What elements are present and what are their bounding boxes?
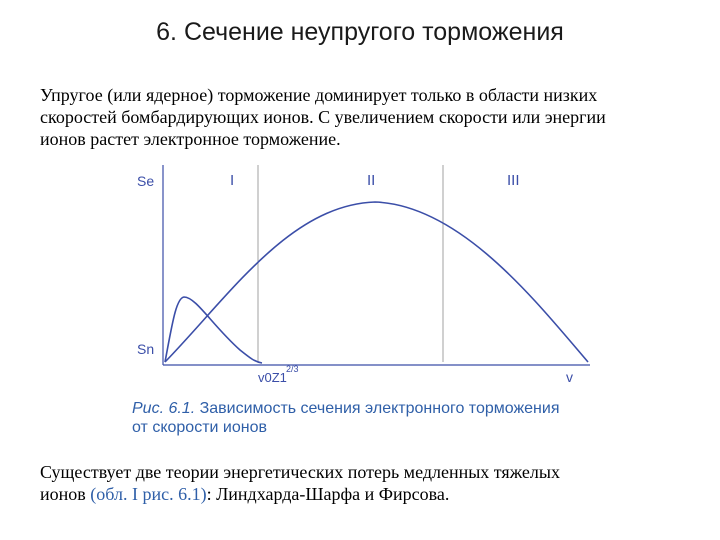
caption-text: Зависимость сечения электронного торможения [199,400,560,417]
region-label-3: III [507,172,520,189]
y-label-sn: Sn [137,341,155,357]
intro-line: Упругое (или ядерное) торможение доминирует только в области низких [40,85,598,105]
x-label-marker: v0Z1 [258,370,287,385]
intro-line: ионов растет электронное торможение. [40,129,341,149]
x-label-marker-exponent: 2/3 [286,364,299,374]
conclusion-paragraph [40,461,690,505]
conclusion-text: ионов [40,484,91,504]
conclusion-line [40,483,690,505]
conclusion-line: Существует две теории энергетических потерь медленных тяжелых [40,462,560,482]
caption-line-1 [132,399,652,418]
caption-line-2: от скорости ионов [132,419,267,436]
intro-line: скоростей бомбардирующих ионов. С увеличением скорости или энергии [40,107,606,127]
y-label-se: Se [137,173,155,189]
region-label-2: II [367,172,376,189]
caption-number: Рис. 6.1. [132,400,196,417]
x-label-end: v [566,369,573,385]
figure-caption [132,399,652,437]
conclusion-text: : Линдхарда-Шарфа и Фирсова. [206,484,450,504]
region-label-1: I [230,172,235,189]
figure-reference: (обл. I рис. 6.1) [90,484,207,504]
nuclear-stopping-curve [165,297,262,363]
page-title: 6. Сечение неупругого торможения [156,18,564,46]
